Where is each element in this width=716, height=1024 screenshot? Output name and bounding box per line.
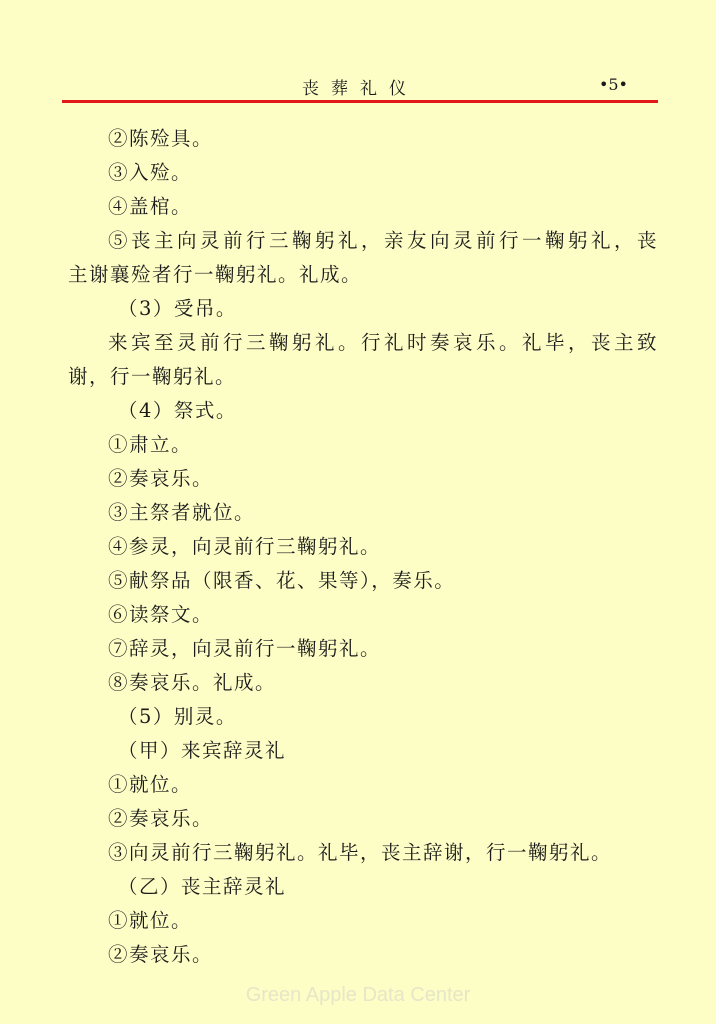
header-title: 丧葬礼仪	[302, 79, 418, 99]
watermark: Green Apple Data Center	[245, 984, 471, 1006]
header-rule	[62, 100, 658, 103]
text-line: ①就位。	[108, 909, 193, 932]
text-line: ③向灵前行三鞠躬礼。礼毕，丧主辞谢，行一鞠躬礼。	[108, 841, 613, 864]
text-line: ②奏哀乐。	[108, 943, 214, 966]
text-line: ⑧奏哀乐。礼成。	[108, 671, 277, 694]
subsection-heading: （甲）来宾辞灵礼	[118, 739, 287, 762]
text-line: ①肃立。	[108, 433, 193, 456]
running-header	[62, 72, 658, 100]
text-line: ②陈殓具。	[108, 127, 214, 150]
text-line: ⑦辞灵，向灵前行一鞠躬礼。	[108, 637, 382, 660]
text-line: ⑤丧主向灵前行三鞠躬礼，亲友向灵前行一鞠躬礼，丧	[108, 229, 658, 252]
section-heading: （4）祭式。	[118, 399, 237, 422]
text-line: ①就位。	[108, 773, 193, 796]
text-line: 主谢襄殓者行一鞠躬礼。礼成。	[68, 263, 363, 286]
text-line: ⑤献祭品（限香、花、果等），奏乐。	[108, 569, 456, 592]
text-line: ⑥读祭文。	[108, 603, 214, 626]
text-line: ②奏哀乐。	[108, 467, 214, 490]
section-heading: （3）受吊。	[118, 297, 237, 320]
text-line: ④盖棺。	[108, 195, 193, 218]
text-line: ③入殓。	[108, 161, 193, 184]
text-line: 谢，行一鞠躬礼。	[68, 365, 237, 388]
text-line: 来宾至灵前行三鞠躬礼。行礼时奏哀乐。礼毕，丧主致	[108, 331, 658, 354]
section-heading: （5）别灵。	[118, 705, 237, 728]
text-line: ③主祭者就位。	[108, 501, 256, 524]
text-line: ②奏哀乐。	[108, 807, 214, 830]
text-line: ④参灵，向灵前行三鞠躬礼。	[108, 535, 382, 558]
page-number: •5•	[598, 75, 628, 94]
subsection-heading: （乙）丧主辞灵礼	[118, 875, 287, 898]
